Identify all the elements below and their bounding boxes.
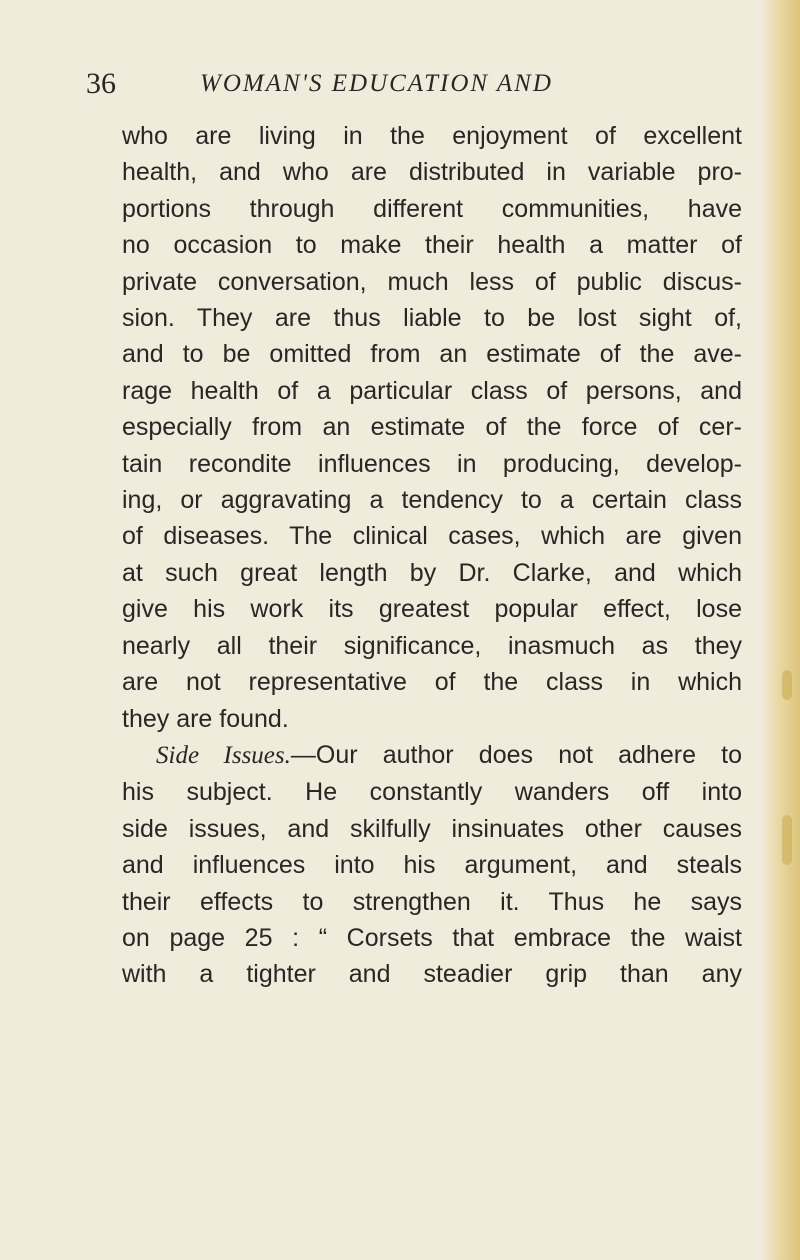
text-line: are not representative of the class in which [122,668,742,697]
text-line: health, and who are distributed in variable pro- [122,158,742,187]
text-line: and influences into his argument, and steals [122,851,742,880]
text-line: and to be omitted from an estimate of the ave- [122,340,742,369]
page-header [86,64,706,104]
body-text [122,118,742,993]
running-head: WOMAN'S EDUCATION AND [200,70,553,97]
text-line: their effects to strengthen it. Thus he says [122,887,742,916]
text-line-rest: —Our author does not adhere to [290,740,742,769]
text-line: who are living in the enjoyment of excellent [122,122,742,150]
text-line: with a tighter and steadier grip than any [122,960,742,989]
text-line: nearly all their significance, inasmuch as they [122,631,742,660]
text-line: his subject. He constantly wanders off into [122,778,742,807]
text-line: private conversation, much less of public discus- [122,267,742,296]
text-line: on page 25 : “ Corsets that embrace the waist [122,923,742,952]
section-first-line [122,737,742,774]
text-line: portions through different communities, have [122,194,742,223]
paper-stain [782,670,792,700]
text-line: no occasion to make their health a matter of [122,231,742,260]
text-line: they are found. [122,704,289,733]
text-line: especially from an estimate of the force of cer- [122,413,742,442]
text-line: side issues, and skilfully insinuates other causes [122,814,742,843]
paper-stain [782,815,792,865]
section-heading: Side Issues. [156,741,291,769]
text-line: tain recondite influences in producing, develop- [122,449,742,478]
page-number: 36 [86,67,116,100]
text-line: ing, or aggravating a tendency to a certain class [122,486,742,515]
text-line: of diseases. The clinical cases, which are given [122,522,742,551]
text-line: at such great length by Dr. Clarke, and which [122,558,742,587]
text-line: rage health of a particular class of persons, and [122,376,742,405]
page-edge-discoloration [760,0,800,1260]
text-line: give his work its greatest popular effect, lose [122,595,742,624]
text-line: sion. They are thus liable to be lost sight of, [122,304,742,333]
